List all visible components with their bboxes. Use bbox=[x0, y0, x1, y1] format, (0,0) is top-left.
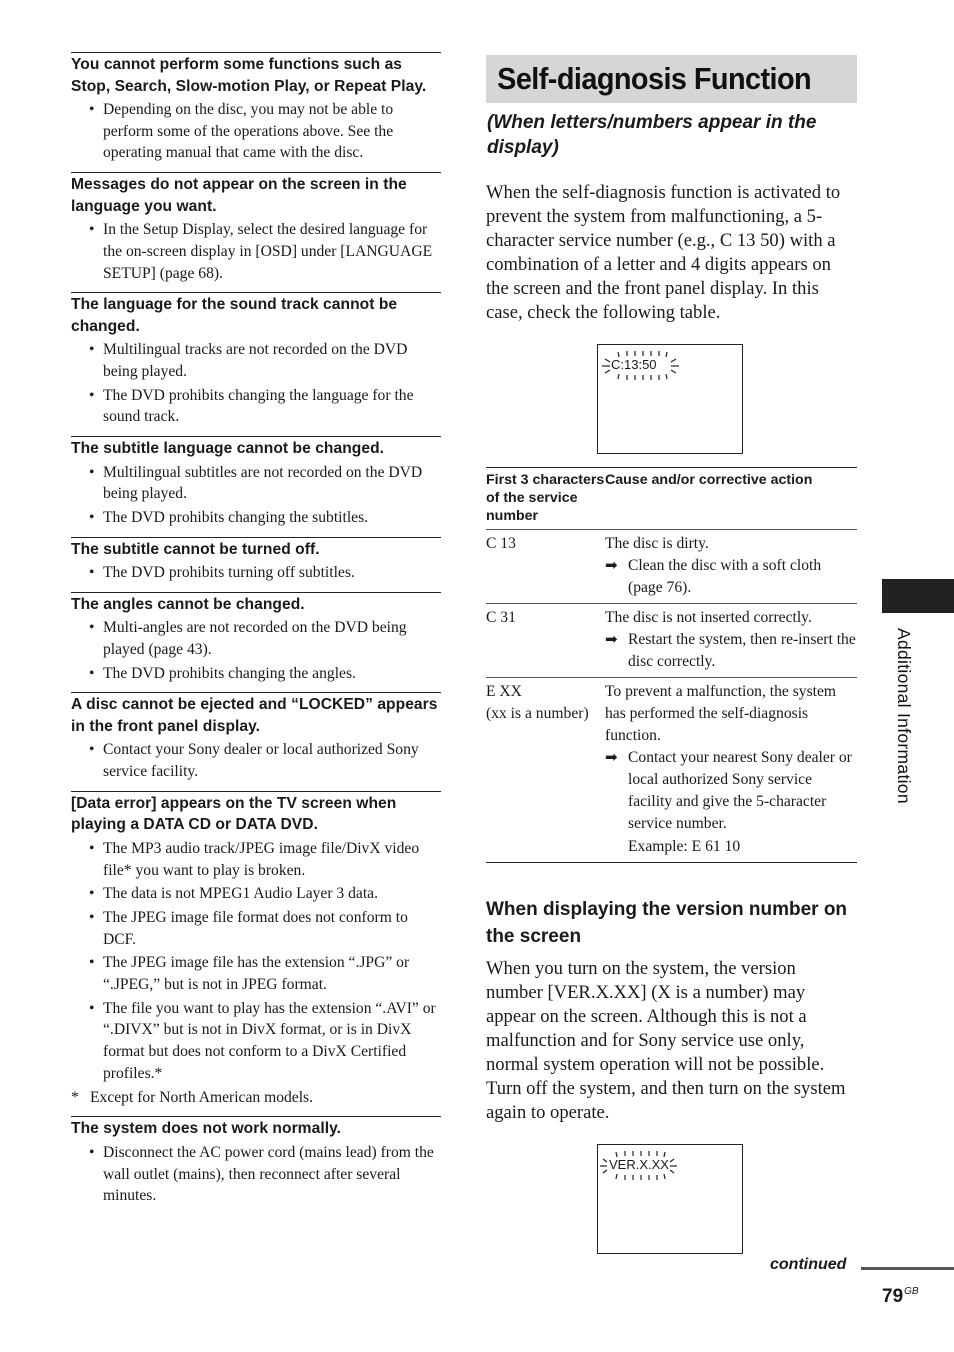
bullet-list bbox=[71, 1142, 441, 1207]
arrow-right-icon: ➡ bbox=[605, 632, 618, 648]
version-paragraph: When you turn on the system, the version number [VER.X.XX] (X is a number) may appear on the screen. Although this is not a malfunction and for Sony service use only, normal system operation will not be possible. Turn off the system, and then turn on the system again to operate. bbox=[486, 958, 846, 1123]
service-code: C 31 bbox=[486, 609, 516, 626]
service-code: C 13 bbox=[486, 535, 516, 552]
page-title: Self-diagnosis Function bbox=[497, 61, 812, 96]
intro-paragraph: When the self-diagnosis function is activated to prevent the system from malfunctioning, a 5-character service number (e.g., C 13 50) with a combination of a letter and 4 digits appears on the screen and the front panel display. In this case, check the following table. bbox=[486, 182, 841, 323]
continued-label: continued bbox=[770, 1256, 847, 1273]
section-sound-track bbox=[71, 292, 441, 428]
continued-rule bbox=[861, 1267, 954, 1270]
service-code: E XX bbox=[486, 683, 522, 700]
bullet-list bbox=[71, 99, 441, 164]
list-item: • Multilingual subtitles are not recorded on the DVD being played. bbox=[71, 462, 441, 505]
footnote-mark: * bbox=[71, 1088, 79, 1106]
list-item: • The DVD prohibits changing the angles. bbox=[71, 663, 441, 685]
list-item: • The file you want to play has the extension “.AVI” or “.DIVX” but is not in DivX format, or is in DivX format but does not conform to a DivX Certified profiles.* bbox=[71, 998, 441, 1085]
list-item: • Contact your Sony dealer or local authorized Sony service facility. bbox=[71, 739, 441, 782]
section-title: Messages do not appear on the screen in the language you want. bbox=[71, 176, 407, 215]
cause-text: The disc is not inserted correctly. bbox=[605, 609, 812, 626]
section-title: The subtitle cannot be turned off. bbox=[71, 540, 320, 558]
arrow-right-icon: ➡ bbox=[605, 558, 618, 574]
bullet-list bbox=[71, 219, 441, 284]
footnote bbox=[71, 1087, 441, 1109]
section-title: The system does not work normally. bbox=[71, 1120, 342, 1138]
section-not-working bbox=[71, 1116, 441, 1207]
list-item: • Disconnect the AC power cord (mains lead) from the wall outlet (mains), then reconnect after several minutes. bbox=[71, 1142, 441, 1207]
display-subheading: (When letters/numbers appear in the display) bbox=[487, 112, 817, 158]
section-subtitle-language bbox=[71, 436, 441, 529]
action-text-wrap bbox=[605, 555, 857, 599]
display-illustration-service bbox=[597, 344, 743, 454]
list-item: • The data is not MPEG1 Audio Layer 3 data. bbox=[71, 883, 441, 905]
table-row bbox=[486, 603, 857, 677]
page-number bbox=[882, 1286, 919, 1308]
table-row bbox=[486, 529, 857, 603]
table-row bbox=[486, 677, 857, 862]
table-cell-action bbox=[605, 530, 857, 603]
version-subheading: When displaying the version number on the screen bbox=[486, 899, 848, 947]
list-item: • Multilingual tracks are not recorded on the DVD being played. bbox=[71, 339, 441, 382]
arrow-right-icon: ➡ bbox=[605, 750, 618, 766]
bullet-list bbox=[71, 462, 441, 529]
page-number-value: 79 bbox=[882, 1286, 904, 1307]
side-tab-label: Additional Information bbox=[894, 628, 914, 804]
section-title: The language for the sound track cannot be changed. bbox=[71, 296, 398, 335]
section-locked bbox=[71, 692, 441, 782]
table-cell-action bbox=[605, 678, 857, 862]
example-text: Example: E 61 10 bbox=[628, 838, 741, 855]
action-text: Clean the disc with a soft cloth (page 76). bbox=[628, 557, 822, 596]
service-code-note: (xx is a number) bbox=[486, 705, 589, 722]
action-text-wrap bbox=[605, 629, 857, 673]
bullet-list bbox=[71, 562, 441, 584]
section-angles bbox=[71, 592, 441, 685]
list-item: • In the Setup Display, select the desired language for the on-screen display in [OSD] under [LANGUAGE SETUP] (page 68). bbox=[71, 219, 441, 284]
section-data-error bbox=[71, 791, 441, 1108]
table-cell-action bbox=[605, 604, 857, 677]
list-item: • The DVD prohibits changing the subtitles. bbox=[71, 507, 441, 529]
footnote-text: Except for North American models. bbox=[90, 1088, 314, 1106]
table-header-row bbox=[486, 468, 857, 529]
section-messages bbox=[71, 172, 441, 284]
list-item: • The DVD prohibits turning off subtitles. bbox=[71, 562, 441, 584]
table-cell-code bbox=[486, 530, 605, 603]
action-text-wrap bbox=[605, 747, 857, 835]
list-item: • The JPEG image file format does not conform to DCF. bbox=[71, 907, 441, 950]
list-item: • The MP3 audio track/JPEG image file/DivX video file* you want to play is broken. bbox=[71, 838, 441, 881]
section-title: [Data error] appears on the TV screen when playing a DATA CD or DATA DVD. bbox=[71, 794, 397, 834]
display-text: C:13:50 bbox=[611, 357, 657, 372]
table-header-action: Cause and/or corrective action bbox=[605, 472, 813, 488]
cause-text: The disc is dirty. bbox=[605, 535, 709, 552]
bullet-list bbox=[71, 838, 441, 1085]
list-item: • Multi-angles are not recorded on the DVD being played (page 43). bbox=[71, 617, 441, 660]
section-title: You cannot perform some functions such as Stop, Search, Slow-motion Play, or Repeat Play. bbox=[71, 56, 427, 95]
table-cell-code bbox=[486, 604, 605, 677]
section-functions bbox=[71, 52, 441, 164]
list-item: • The DVD prohibits changing the language for the sound track. bbox=[71, 385, 441, 428]
bullet-list bbox=[71, 339, 441, 428]
bullet-list bbox=[71, 617, 441, 684]
display-text: VER.X.XX bbox=[609, 1157, 669, 1172]
troubleshooting-column bbox=[71, 52, 441, 1215]
cause-text: To prevent a malfunction, the system has performed the self-diagnosis function. bbox=[605, 683, 837, 744]
list-item: • Depending on the disc, you may not be able to perform some of the operations above. See the operating manual that came with the disc. bbox=[71, 99, 441, 164]
display-illustration-version bbox=[597, 1144, 743, 1254]
bullet-list bbox=[71, 739, 441, 782]
section-title: A disc cannot be ejected and “LOCKED” appears in the front panel display. bbox=[71, 696, 438, 735]
action-text: Contact your nearest Sony dealer or local authorized Sony service facility and give the 5-character service number. bbox=[628, 749, 852, 832]
page-suffix: GB bbox=[904, 1286, 919, 1297]
section-title: The subtitle language cannot be changed. bbox=[71, 440, 385, 458]
list-item: • The JPEG image file has the extension “.JPG” or “.JPEG,” but is not in JPEG format. bbox=[71, 952, 441, 995]
section-tab-marker bbox=[882, 579, 954, 613]
table-cell-code bbox=[486, 678, 605, 862]
heading-band bbox=[486, 55, 857, 103]
table-header-code: First 3 characters of the service number bbox=[486, 472, 605, 524]
section-title: The angles cannot be changed. bbox=[71, 595, 305, 613]
service-number-table bbox=[486, 467, 857, 863]
section-subtitle-off bbox=[71, 537, 441, 584]
action-text: Restart the system, then re-insert the disc correctly. bbox=[628, 631, 856, 670]
